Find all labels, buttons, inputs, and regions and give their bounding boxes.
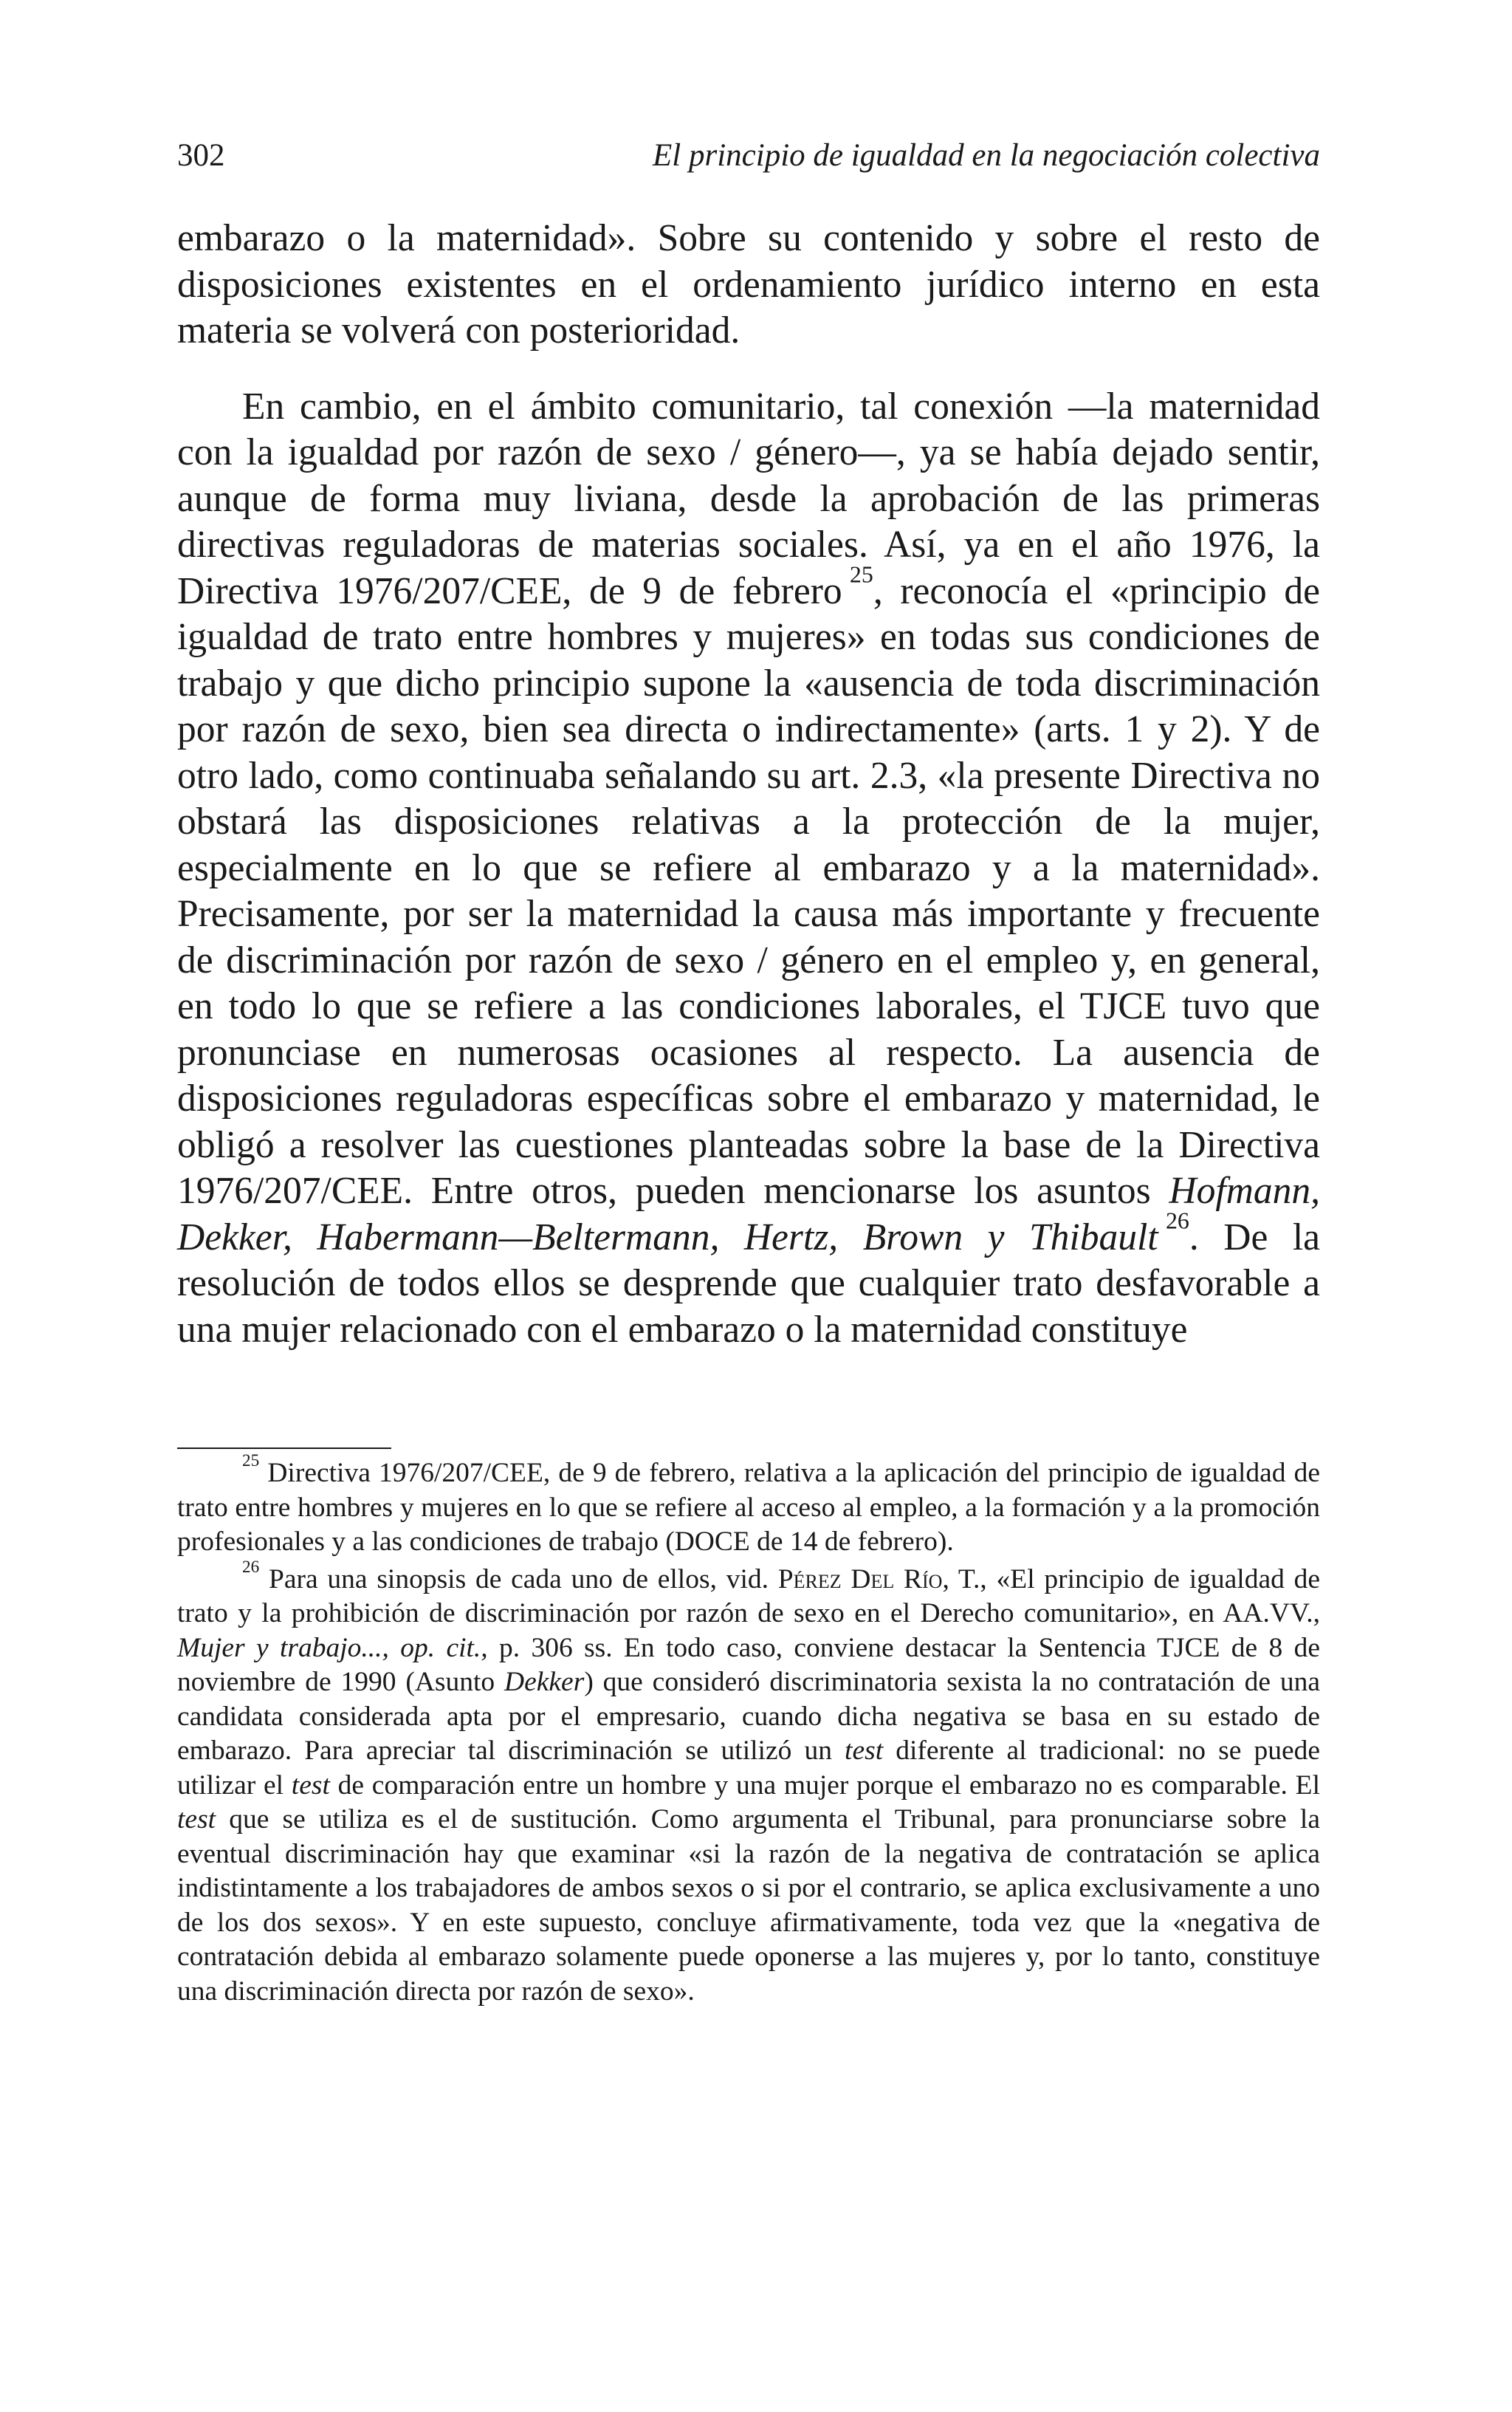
footnote-26 <box>177 1557 1321 2010</box>
paragraph-directive <box>177 384 1320 1354</box>
footnote-reference: 26 <box>1165 1207 1189 1233</box>
running-title: El principio de igualdad en la negociación colectiva <box>653 138 1320 173</box>
paragraph-text: embarazo o la maternidad». Sobre su contenido y sobre el resto de disposiciones existentes en el ordenamiento jurídico interno en esta materia se volverá con posterioridad. <box>177 217 1320 352</box>
cited-work: Mujer y trabajo..., op. cit., <box>177 1632 488 1663</box>
footnote-text: de comparación entre un hombre y una mujer porque el embarazo no es comparable. El <box>329 1769 1320 1801</box>
case-name: Dekker <box>504 1667 585 1697</box>
footnote-text: Para una sinopsis de cada uno de ellos, vid. <box>259 1563 778 1594</box>
main-text <box>177 216 1320 1353</box>
footnote-text: , T., «El principio de igualdad de trato y la prohibición de discriminación por razón de sexo en el Derecho comunitario», en AA.VV., <box>177 1563 1320 1628</box>
footnote-text: Directiva 1976/207/CEE, de 9 de febrero, relativa a la aplicación del principio de igualdad de trato entre hombres y mujeres en lo que se refiere al acceso al empleo, a la formación y a la promoción profesionales y a las condiciones de trabajo (DOCE de 14 de febrero). <box>177 1458 1320 1557</box>
paragraph-text: , reconocía el «principio de igualdad de trato entre hombres y mujeres» en todas sus condiciones de trabajo y que dicho principio supone la «ausencia de toda discriminación por razón de sexo, bien sea directa o indirectamente» (arts. 1 y 2). Y de otro lado, como continuaba señalando su art. 2.3, «la presente Directiva no obstará las disposiciones relativas a la protección de la mujer, especialmente en lo que se refiere al embarazo y a la maternidad». Precisamente, por ser la maternidad la causa más importante y frecuente de discriminación por razón de sexo / género en el empleo y, en general, en todo lo que se refiere a las condiciones laborales, el TJCE tuvo que pronunciase en numerosas ocasiones al respecto. La ausencia de disposiciones reguladoras específicas sobre el embarazo y maternidad, le obligó a resolver las cuestiones planteadas sobre la base de la Directiva 1976/207/CEE. Entre otros, pueden mencionarse los asuntos <box>177 569 1320 1212</box>
footnote-text: que se utiliza es el de sustitución. Como argumenta el Tribunal, para pronunciarse sobre la eventual discriminación hay que examinar «si la razón de la negativa de contratación se aplica indistintamente a los trabajadores de ambos sexos o si por el contrario, se aplica exclusivamente a uno de los dos sexos». Y en este supuesto, concluye afirmativamente, toda vez que la «negativa de contratación debida al embarazo solamente puede oponerse a las mujeres y, por lo tanto, constituye una discriminación directa por razón de sexo». <box>177 1804 1320 2007</box>
footnote-text: p. 306 ss. En todo caso, conviene destacar la Sentencia TJCE de 8 de noviembre de 1990 (Asunto <box>177 1632 1321 1697</box>
footnote-number: 25 <box>242 1451 260 1471</box>
page-number: 302 <box>177 138 225 173</box>
italic-term: test <box>845 1736 884 1766</box>
paragraph-text: En cambio, en el ámbito comunitario, tal conexión —la maternidad con la igualdad por razón de sexo / género—, ya se había dejado sentir, aunque de forma muy liviana, desde la aprobación de las primeras directivas reguladoras de materias sociales. Así, ya en el año 1976, la Directiva 1976/207/CEE, de 9 de febrero <box>177 385 1320 612</box>
footnote-25 <box>177 1451 1320 1560</box>
footnote-number: 26 <box>242 1557 260 1577</box>
italic-term: test <box>291 1769 330 1801</box>
cited-author: Pérez Del Río <box>777 1563 943 1594</box>
footnote-text: ) que consideró discriminatoria sexista la no contratación de una candidata considerada apta por el empresario, cuando dicha negativa se basa en su estado de embarazo. Para apreciar tal discriminación se utilizó un <box>177 1667 1320 1766</box>
page-header <box>177 137 1320 182</box>
footnote-reference: 25 <box>849 561 873 587</box>
paragraph-continuation <box>177 216 1320 354</box>
footnotes <box>177 1451 1321 2009</box>
footnote-separator <box>177 1447 391 1449</box>
footnote-text: diferente al tradicional: no se puede utilizar el <box>177 1736 1320 1801</box>
paragraph-text: . De la resolución de todos ellos se desprende que cualquier trato desfavorable a una mujer relacionado con el embarazo o la maternidad constituye <box>177 1216 1320 1351</box>
italic-term: test <box>177 1804 216 1834</box>
case-names: Hofmann, Dekker, Habermann—Beltermann, Hertz, Brown y Thibault <box>177 1170 1320 1258</box>
